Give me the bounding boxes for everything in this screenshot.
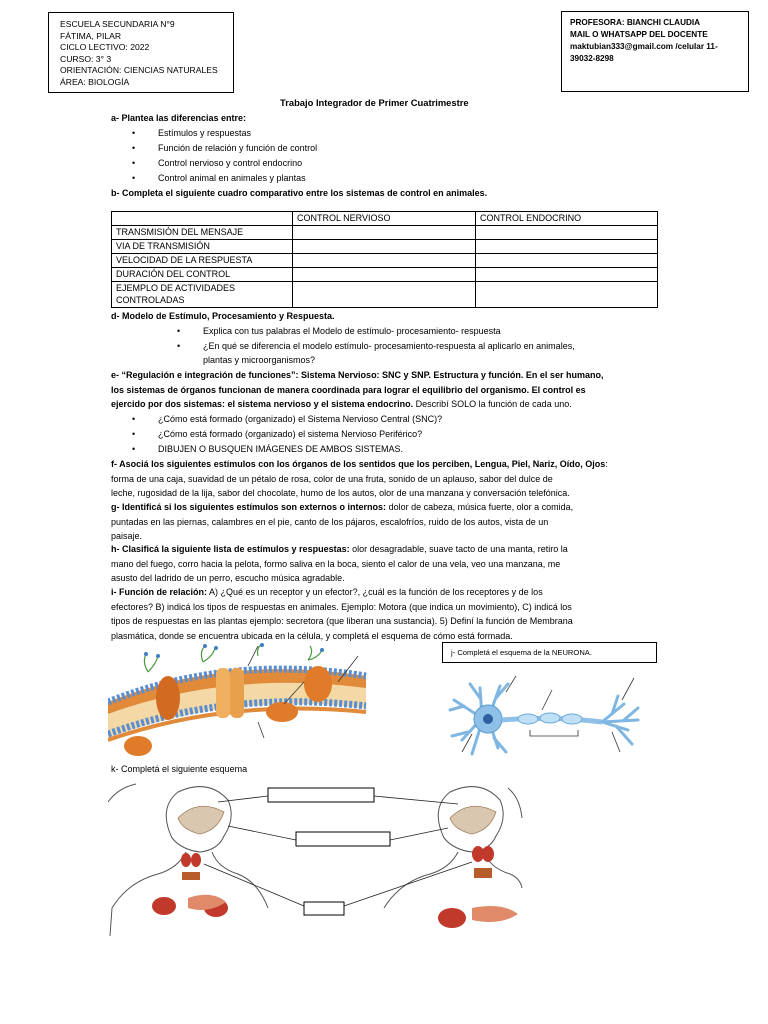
course: CURSO: 3° 3	[60, 53, 112, 64]
neuron-diagram	[442, 670, 658, 762]
answer-cell[interactable]	[476, 240, 658, 254]
table-row-label: VIA DE TRANSMISIÓN	[112, 240, 293, 254]
comparison-table	[111, 211, 658, 308]
section-i-paragraph: i- Función de relación: A) ¿Qué es un receptor y un efector?, ¿cuál es la función de los receptores y de los efectores? B) indicá los tipos de respuestas en animales. Ejemplo: Motora (que indica un movimiento), C) indicá los tipos de respuestas en las plantas ejemplo: secretora (que liberan una sustancia). 5) Definí la función de Membrana plasmática, donde se encuentra ubicada en la célula, y completá el esquema de cómo está formada.	[111, 587, 573, 641]
school-cycle: CICLO LECTIVO: 2022	[60, 42, 150, 53]
answer-cell[interactable]	[293, 254, 476, 268]
section-g-paragraph: g- Identificá si los siguientes estímulos son externos o internos: dolor de cabeza, música fuerte, olor a comida, puntadas en las piernas, calambres en el pie, canto de los pájaros, escalofríos, ruido de los autos, vista de un paisaje.	[111, 502, 574, 542]
school-name: ESCUELA SECUNDARIA N°9	[60, 19, 175, 29]
contact-label: MAIL O WHATSAPP DEL DOCENTE	[570, 30, 708, 39]
page-title: Trabajo Integrador de Primer Cuatrimestre	[280, 97, 469, 108]
answer-cell[interactable]	[293, 282, 476, 308]
header-info-box	[48, 12, 234, 93]
section-b-heading: b- Completa el siguiente cuadro comparativo entre los sistemas de control en animales.	[111, 188, 488, 198]
cell-membrane-diagram	[108, 642, 368, 764]
teacher-info-box	[561, 11, 749, 92]
section-d-item-continuation: plantas y microorganismos?	[203, 355, 316, 365]
answer-cell[interactable]	[476, 226, 658, 240]
table-header-endocrine: CONTROL ENDOCRINO	[476, 212, 658, 226]
schema-answer-box[interactable]	[304, 902, 344, 915]
section-d-heading: d- Modelo de Estímulo, Procesamiento y Respuesta.	[111, 311, 335, 321]
contact-line-1: maktubian333@gmail.com /celular 11-	[570, 42, 718, 51]
contact-line-2: 39032-8298	[570, 54, 614, 63]
table-header-nervous: CONTROL NERVIOSO	[293, 212, 476, 226]
answer-cell[interactable]	[293, 240, 476, 254]
endocrine-schema-diagram	[108, 778, 524, 936]
table-row-label: DURACIÓN DEL CONTROL	[112, 268, 293, 282]
section-f-paragraph: f- Asociá los siguientes estímulos con los órganos de los sentidos que los perciben, Lengua, Piel, Nariz, Oído, Ojos: forma de una caja, suavidad de un pétalo de rosa, color de una fruta, sonido de un aplauso, sabor del dulce de leche, rugosidad de la lija, sabor del chocolate, humo de los autos, olor de una manzana y conversación telefónica.	[111, 459, 608, 499]
answer-cell[interactable]	[476, 268, 658, 282]
schema-answer-box[interactable]	[296, 832, 390, 846]
neuron-instruction-box: j- Completá el esquema de la NEURONA.	[442, 642, 657, 663]
teacher-name: PROFESORA: BIANCHI CLAUDIA	[570, 18, 701, 27]
table-row-label: VELOCIDAD DE LA RESPUESTA	[112, 254, 293, 268]
table-row-label: TRANSMISIÓN DEL MENSAJE	[112, 226, 293, 240]
answer-cell[interactable]	[476, 282, 658, 308]
schema-answer-box[interactable]	[268, 788, 374, 802]
section-h-paragraph: h- Clasificá la siguiente lista de estímulos y respuestas: olor desagradable, suave tacto de una manta, retiro la mano del fuego, corro hacia la pelota, formo saliva en la boca, siento el calor de una vela, veo una manzana, me asusto del ladrido de un perro, escucho música agradable.	[111, 544, 568, 584]
answer-cell[interactable]	[293, 268, 476, 282]
answer-cell[interactable]	[293, 226, 476, 240]
orientation: ORIENTACIÓN: CIENCIAS NATURALES	[60, 65, 218, 76]
answer-cell[interactable]	[476, 254, 658, 268]
subject-area: ÁREA: BIOLOGÍA	[60, 76, 130, 87]
table-header-cell	[112, 212, 293, 226]
student-names: FÁTIMA, PILAR	[60, 30, 122, 41]
section-e-paragraph: e- “Regulación e integración de funciones”: Sistema Nervioso: SNC y SNP. Estructura y función. En el ser humano, los sistemas de órganos funcionan de manera coordinada para lograr el equilibrio del organismo. El control es ejercido por dos sistemas: el sistema nervioso y el sistema endocrino. Describí SOLO la función de cada uno.	[111, 370, 604, 410]
section-k-heading: k- Completá el siguiente esquema	[111, 764, 248, 774]
section-a-heading: a- Plantea las diferencias entre:	[111, 113, 247, 123]
table-row-label: EJEMPLO DE ACTIVIDADES CONTROLADAS	[112, 282, 293, 308]
